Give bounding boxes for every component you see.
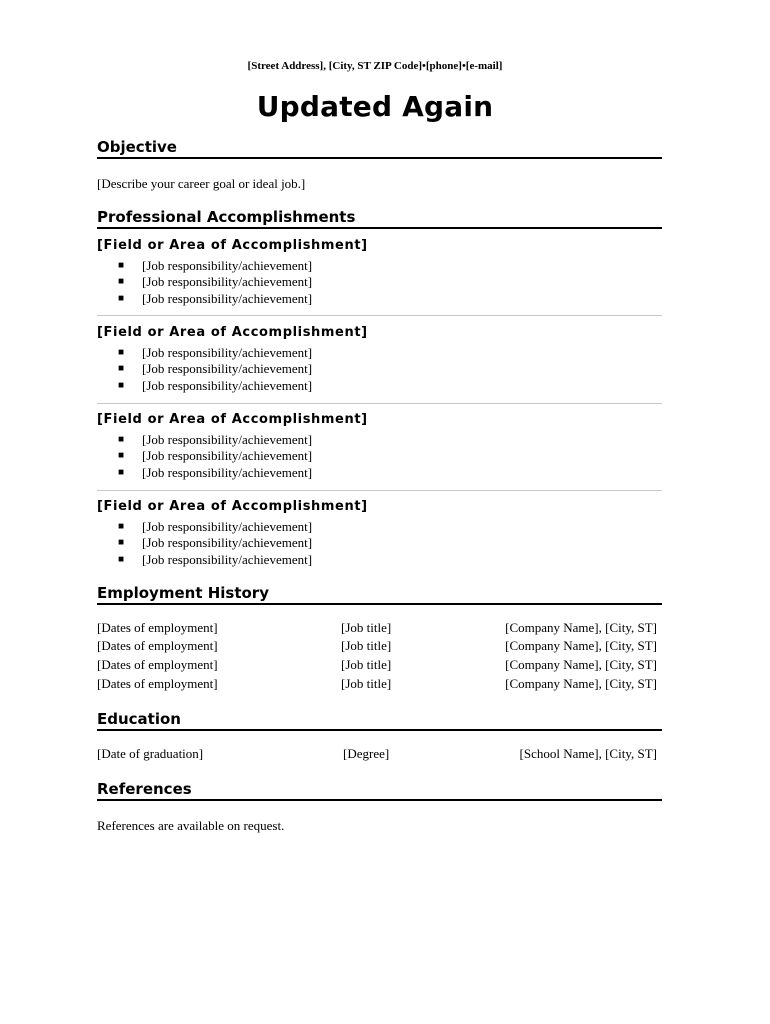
accomplishments-section: [97, 208, 662, 229]
education-heading: Education: [97, 710, 662, 731]
accomplishment-list: [97, 432, 662, 481]
contact-address-line: [Street Address], [City, ST ZIP Code]•[phone]•[e-mail]: [247, 60, 503, 72]
square-bullet-icon: ■: [118, 347, 125, 358]
accomplishment-list: [97, 345, 662, 394]
accomplishment-field-title: [Field or Area of Accomplishment]: [97, 325, 368, 340]
accomplishment-list: [97, 519, 662, 568]
accomplishment-field-title: [Field or Area of Accomplishment]: [97, 499, 368, 514]
accomplishment-block: [97, 499, 662, 568]
square-bullet-icon: ■: [118, 434, 125, 445]
accomplishment-field-title: [Field or Area of Accomplishment]: [97, 238, 368, 253]
employment-dates: [Dates of employment]: [97, 638, 218, 653]
employment-job-title: [Job title]: [341, 638, 392, 653]
accomplishment-block: [97, 238, 662, 307]
references-heading: References: [97, 780, 662, 801]
list-item: ■ [Job responsibility/achievement]: [118, 361, 313, 377]
objective-section: [97, 138, 662, 193]
objective-text: [Describe your career goal or ideal job.]: [97, 176, 306, 191]
list-item: ■ [Job responsibility/achievement]: [118, 551, 313, 567]
employment-job-title: [Job title]: [341, 657, 392, 672]
employment-dates: [Dates of employment]: [97, 676, 218, 691]
employment-section: [97, 584, 662, 605]
list-item: ■ [Job responsibility/achievement]: [118, 464, 313, 480]
employment-company: [Company Name], [City, ST]: [505, 657, 657, 672]
education-section: [97, 710, 662, 731]
list-item: ■ [Job responsibility/achievement]: [118, 432, 313, 447]
square-bullet-icon: ■: [118, 363, 125, 375]
employment-dates: [Dates of employment]: [97, 657, 218, 672]
block-divider: [97, 403, 662, 404]
education-row: [97, 746, 657, 764]
square-bullet-icon: ■: [118, 260, 125, 271]
education-school: [School Name], [City, ST]: [519, 746, 657, 761]
employment-job-title: [Job title]: [341, 676, 392, 691]
resume-name-title: Updated Again: [256, 90, 494, 123]
references-text: References are available on request.: [97, 818, 285, 833]
square-bullet-icon: ■: [118, 521, 125, 532]
list-item: ■ [Job responsibility/achievement]: [118, 345, 313, 360]
list-item: ■ [Job responsibility/achievement]: [118, 377, 313, 393]
list-item: ■ [Job responsibility/achievement]: [118, 519, 313, 534]
employment-job-title: [Job title]: [341, 620, 392, 635]
list-item: ■ [Job responsibility/achievement]: [118, 290, 313, 306]
accomplishment-block: [97, 412, 662, 481]
graduation-date: [Date of graduation]: [97, 746, 204, 761]
accomplishment-field-title: [Field or Area of Accomplishment]: [97, 412, 368, 427]
list-item: ■ [Job responsibility/achievement]: [118, 448, 313, 464]
education-degree: [Degree]: [343, 746, 390, 761]
objective-heading: Objective: [97, 138, 662, 159]
employment-company: [Company Name], [City, ST]: [505, 638, 657, 653]
list-item: ■ [Job responsibility/achievement]: [118, 258, 313, 273]
accomplishment-list: [97, 258, 662, 307]
accomplishments-heading: Professional Accomplishments: [97, 208, 662, 229]
square-bullet-icon: ■: [118, 379, 125, 391]
square-bullet-icon: ■: [118, 276, 125, 288]
list-item: ■ [Job responsibility/achievement]: [118, 535, 313, 551]
employment-row: [97, 638, 657, 656]
references-section: [97, 780, 662, 835]
employment-company: [Company Name], [City, ST]: [505, 620, 657, 635]
block-divider: [97, 315, 662, 316]
employment-dates: [Dates of employment]: [97, 620, 218, 635]
square-bullet-icon: ■: [118, 537, 125, 549]
accomplishment-block: [97, 325, 662, 394]
employment-row: [97, 676, 657, 694]
square-bullet-icon: ■: [118, 466, 125, 478]
employment-company: [Company Name], [City, ST]: [505, 676, 657, 691]
square-bullet-icon: ■: [118, 553, 125, 565]
employment-row: [97, 657, 657, 675]
list-item: ■ [Job responsibility/achievement]: [118, 274, 313, 290]
employment-heading: Employment History: [97, 584, 662, 605]
employment-row: [97, 620, 657, 638]
square-bullet-icon: ■: [118, 292, 125, 304]
square-bullet-icon: ■: [118, 450, 125, 462]
block-divider: [97, 490, 662, 491]
